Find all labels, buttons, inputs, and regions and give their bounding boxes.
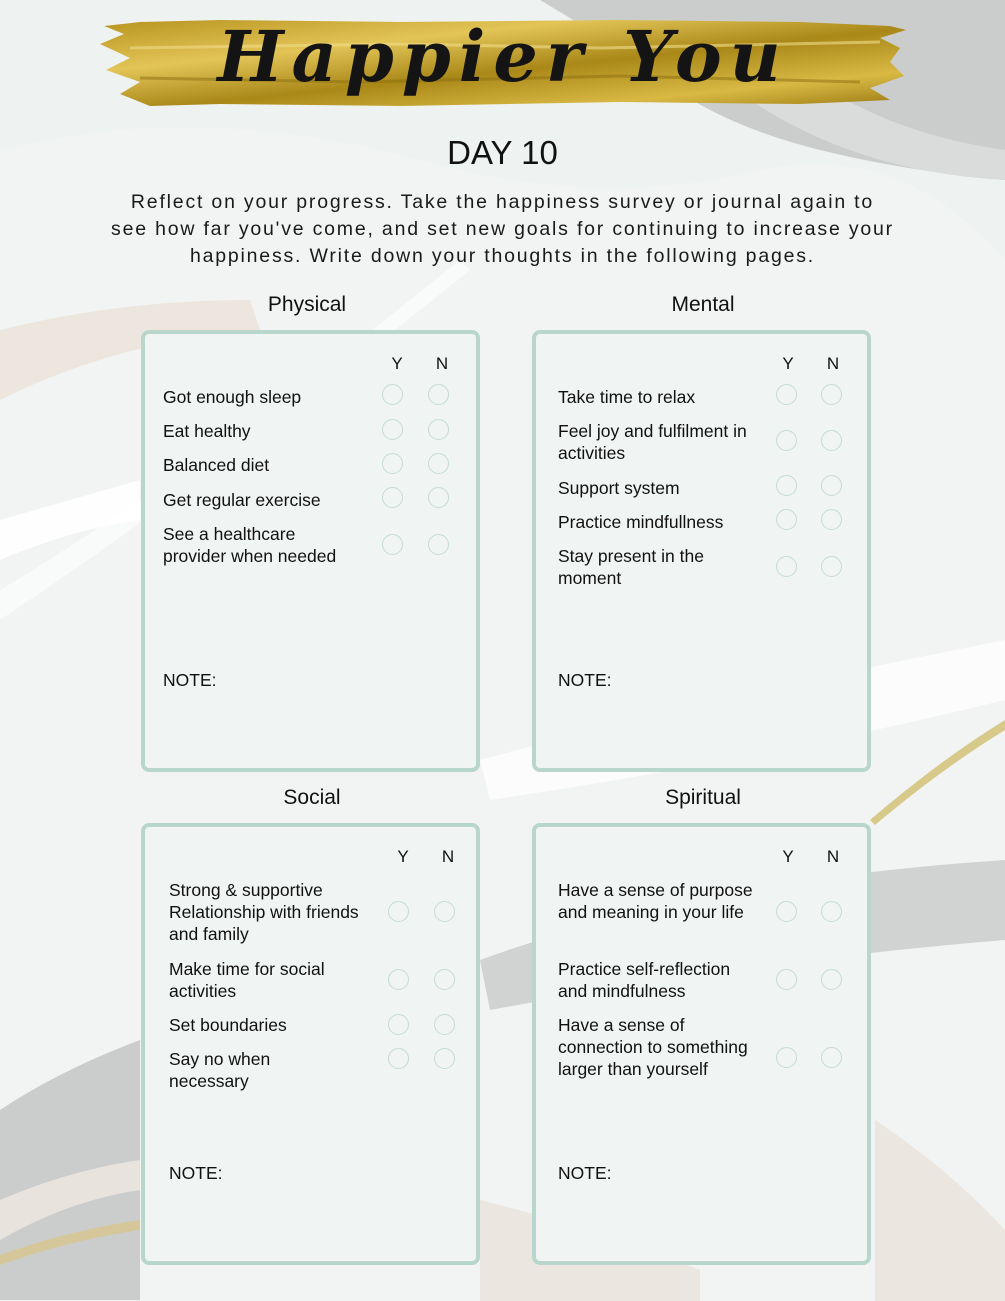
- card-spiritual: [532, 823, 871, 1265]
- checklist-item: Take time to relax: [558, 387, 696, 407]
- no-radio[interactable]: [428, 534, 449, 555]
- yes-radio[interactable]: [776, 1047, 797, 1068]
- no-radio[interactable]: [434, 1014, 455, 1035]
- checklist-item: Say no when necessary: [169, 1049, 271, 1091]
- yes-radio[interactable]: [776, 901, 797, 922]
- checklist-item: Make time for social activities: [169, 959, 325, 1001]
- no-radio[interactable]: [434, 1048, 455, 1069]
- no-column-label: N: [826, 847, 840, 866]
- yes-radio[interactable]: [382, 453, 403, 474]
- no-radio[interactable]: [821, 475, 842, 496]
- checklist-item: Got enough sleep: [163, 387, 302, 407]
- checklist-item: Feel joy and fulfilment in activities: [558, 421, 747, 463]
- no-column-label: N: [826, 354, 840, 373]
- checklist-item: Have a sense of connection to something larger than yourself: [558, 1015, 748, 1079]
- yes-radio[interactable]: [388, 1048, 409, 1069]
- no-radio[interactable]: [428, 384, 449, 405]
- day-label: DAY 10: [447, 134, 558, 171]
- note-label: NOTE:: [163, 670, 217, 690]
- yes-radio[interactable]: [382, 384, 403, 405]
- no-radio[interactable]: [821, 969, 842, 990]
- checklist-item: Strong & supportive Relationship with friends and family: [169, 880, 359, 944]
- page-title: Happier You: [217, 15, 789, 98]
- yes-radio[interactable]: [776, 969, 797, 990]
- yes-radio[interactable]: [776, 430, 797, 451]
- yes-column-label: Y: [391, 354, 403, 373]
- checklist-item: Stay present in the moment: [558, 546, 704, 588]
- no-radio[interactable]: [428, 453, 449, 474]
- no-radio[interactable]: [821, 556, 842, 577]
- yes-radio[interactable]: [388, 1014, 409, 1035]
- yes-radio[interactable]: [382, 419, 403, 440]
- yes-radio[interactable]: [388, 901, 409, 922]
- yes-radio[interactable]: [382, 487, 403, 508]
- no-radio[interactable]: [434, 901, 455, 922]
- no-column-label: N: [441, 847, 455, 866]
- section-title-social: Social: [283, 786, 341, 809]
- checklist-item: See a healthcare provider when needed: [163, 524, 337, 566]
- checklist-item: Get regular exercise: [163, 490, 321, 510]
- note-label: NOTE:: [169, 1163, 223, 1183]
- yes-column-label: Y: [397, 847, 409, 866]
- section-title-physical: Physical: [267, 293, 347, 316]
- note-label: NOTE:: [558, 1163, 612, 1183]
- checklist-item: Support system: [558, 478, 680, 498]
- note-label: NOTE:: [558, 670, 612, 690]
- no-radio[interactable]: [821, 901, 842, 922]
- yes-radio[interactable]: [776, 556, 797, 577]
- no-radio[interactable]: [821, 430, 842, 451]
- section-title-spiritual: Spiritual: [665, 786, 741, 809]
- yes-column-label: Y: [782, 354, 794, 373]
- section-title-mental: Mental: [671, 293, 735, 316]
- checklist-item: Set boundaries: [169, 1015, 287, 1035]
- no-radio[interactable]: [821, 509, 842, 530]
- yes-radio[interactable]: [776, 384, 797, 405]
- yes-radio[interactable]: [388, 969, 409, 990]
- card-mental: [532, 330, 871, 772]
- no-radio[interactable]: [428, 419, 449, 440]
- yes-radio[interactable]: [382, 534, 403, 555]
- no-radio[interactable]: [821, 384, 842, 405]
- checklist-item: Balanced diet: [163, 455, 270, 475]
- no-radio[interactable]: [434, 969, 455, 990]
- no-column-label: N: [435, 354, 449, 373]
- checklist-item: Practice mindfullness: [558, 512, 724, 532]
- no-radio[interactable]: [428, 487, 449, 508]
- yes-column-label: Y: [782, 847, 794, 866]
- card-physical: [141, 330, 480, 772]
- card-social: [141, 823, 480, 1265]
- checklist-item: Practice self-reflection and mindfulness: [558, 959, 731, 1001]
- intro-text: Reflect on your progress. Take the happiness survey or journal again to see how far you've come, and set new goals for continuing to increase your happiness. Write down your thoughts in the following pages.: [111, 191, 894, 267]
- no-radio[interactable]: [821, 1047, 842, 1068]
- checklist-item: Have a sense of purpose and meaning in your life: [558, 880, 753, 922]
- yes-radio[interactable]: [776, 475, 797, 496]
- checklist-item: Eat healthy: [163, 421, 251, 441]
- yes-radio[interactable]: [776, 509, 797, 530]
